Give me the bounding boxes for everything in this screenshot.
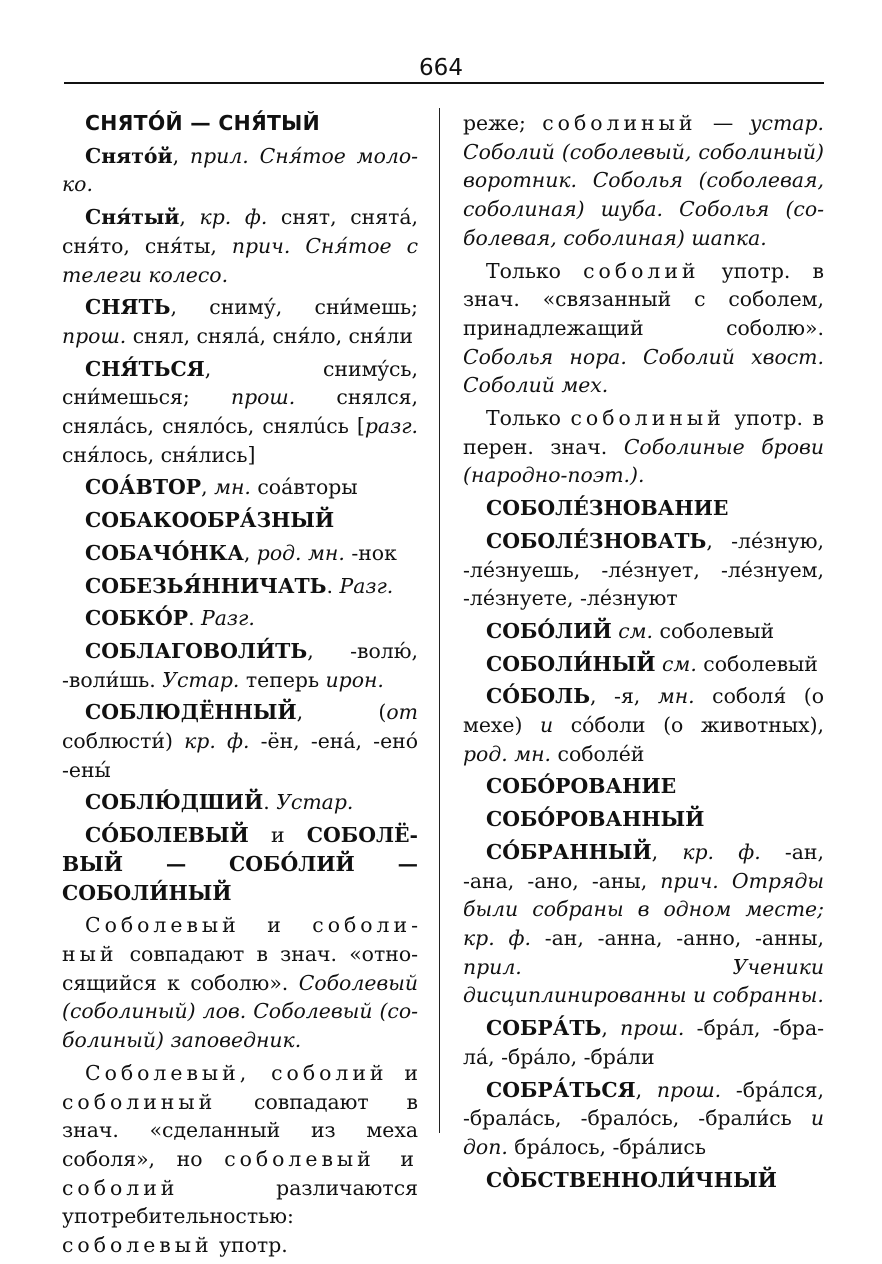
- entry-lemma: СОБАЧО́НКА: [85, 540, 244, 565]
- entry-lemma: СОБОЛИ́НЫЙ: [486, 651, 656, 676]
- usage-note: Только соболий употр. в знач. «связанный с соболем, принадлежащий соболю». Соболья нора. Соболий хвост. Соболий мех.: [463, 258, 825, 398]
- entry-lemma: СОА́ВТОР: [85, 475, 202, 500]
- dictionary-entry: СОБЕЗЬЯ́ННИЧАТЬ. Разг.: [85, 573, 394, 598]
- dictionary-entry: [463, 1166, 824, 1195]
- dictionary-entry: СОБРА́ТЬСЯ, прош. -бра́лся, -брала́сь, -брало́сь, -брали́сь и доп. бра́лось, -бра́лись: [463, 1077, 825, 1159]
- usage-note-continued: реже; соболиный — устар. Соболий (соболевый, соболиный) воротник. Соболья (соболевая, соболиная) шуба. Соболья (соболевая, соболиная) шапка.: [463, 111, 824, 250]
- dictionary-entry: Снято́й, прил. Сня́тое молоко.: [62, 143, 418, 197]
- dictionary-entry: СОБЛЮДЁННЫЙ, (от соблюсти́) кр. ф. -ён, -ена́, -ено́ -ены́: [62, 700, 419, 782]
- dictionary-entry: СОА́ВТОР, мн. соáвторы: [85, 475, 358, 500]
- entry-lemma: СОБЛЮДЁННЫЙ: [85, 700, 297, 725]
- entry-lemma: СОБО́РОВАНИЕ: [486, 774, 677, 799]
- entry-lemma: СОБЛЮ́ДШИЙ: [85, 790, 264, 815]
- dictionary-entry: [463, 805, 824, 834]
- entry-lemma: СОБО́РОВАННЫЙ: [486, 807, 705, 832]
- dictionary-entry: СОБОЛИ́НЫЙ см. соболевый: [486, 651, 818, 676]
- left-column: [62, 109, 418, 1264]
- dictionary-entry: СОБОЛЕ́ЗНОВАТЬ, -ле́зную, -ле́знуешь, -ле́знует, -ле́знуем, -ле́знуете, -ле́знуют: [463, 528, 824, 611]
- entry-lemma: СОБОЛЕ́ЗНОВАНИЕ: [486, 496, 729, 521]
- entry-lemma: СО́БОЛЕВЫЙ: [85, 823, 249, 848]
- dictionary-entry: СОБРА́ТЬ, прош. -бра́л, -брала́, -бра́ло, -бра́ли: [463, 1016, 824, 1069]
- dictionary-entry: СНЯ́ТЬСЯ, снимýсь, сни́мешься; прош. снялся, снялáсь, снялóсь, снялúсь [разг. сня́лось, сня́лись]: [62, 356, 418, 467]
- entry-lemma: СОБЛАГОВОЛИ́ТЬ: [85, 638, 308, 663]
- dictionary-entry: СОБЛЮ́ДШИЙ. Устар.: [85, 790, 354, 815]
- header-rule: [64, 82, 824, 84]
- entry-lemma: Сня́тый: [85, 205, 180, 230]
- dictionary-entry: СО́БОЛЬ, -я, мн. соболя́ (о мехе) и со́боли (о животных), род. мн. соболе́й: [463, 684, 825, 766]
- entry-lemma: СОБРА́ТЬСЯ: [486, 1077, 636, 1102]
- page-number: 664: [419, 55, 463, 81]
- entry-lemma: СНЯТЬ: [85, 295, 171, 320]
- dictionary-entry: СО́БОЛЕВЫЙ и СОБОЛЁВЫЙ — СОБО́ЛИЙ — СОБОЛИ́НЫЙ: [62, 823, 418, 905]
- usage-note: Соболевый, соболий и соболиный совпадают в знач. «сделанный из меха соболя», но соболевый и соболий различаются употребительностью: соболевый употр.: [62, 1060, 418, 1258]
- dictionary-entry: [62, 506, 418, 535]
- entry-lemma: Снято́й: [85, 143, 173, 168]
- entry-lemma: СОБЕЗЬЯ́ННИЧАТЬ: [85, 573, 327, 598]
- entry-lemma: СО̀БСТВЕННОЛИ́ЧНЫЙ: [486, 1167, 777, 1192]
- entry-lemma: СО́БОЛЬ: [486, 684, 591, 709]
- section-heading: [62, 109, 418, 138]
- column-divider: [439, 108, 440, 1133]
- dictionary-entry: [463, 494, 824, 523]
- entry-lemma: СНЯ́ТЬСЯ: [85, 356, 205, 381]
- entry-lemma: СОБКО́Р: [85, 606, 189, 631]
- entry-lemma: СОБАКООБРА́ЗНЫЙ: [85, 508, 335, 533]
- usage-note: Только соболиный употр. в перен. знач. Соболиные брови (народно-поэт.).: [463, 406, 824, 488]
- dictionary-entry: СО́БРАННЫЙ, кр. ф. -ан, -ана, -ано, -аны, прич. Отряды были собраны в одном месте; кр. ф. -ан, -анна, -анно, -анны, прил. Ученики дисциплинированны и собранны.: [463, 839, 824, 1008]
- dictionary-entry: СНЯТЬ, сниму́, сни́мешь; прош. снял, сняла́, сня́ло, сня́ли: [62, 295, 418, 348]
- entry-lemma: СОБРА́ТЬ: [486, 1016, 602, 1041]
- right-column: [463, 109, 824, 1198]
- dictionary-entry: [463, 772, 824, 801]
- usage-note: Соболевый и соболиный совпадают в знач. «относящийся к соболю». Соболевый (соболиный) лов. Соболевый (соболиный) заповедник.: [62, 913, 418, 1053]
- heading-text: СНЯТО́Й — СНЯ́ТЫЙ: [85, 111, 320, 135]
- entry-lemma: СОБО́ЛИЙ: [486, 618, 612, 643]
- dictionary-entry: СОБЛАГОВОЛИ́ТЬ, -волю́, -воли́шь. Устар. теперь ирон.: [62, 638, 418, 692]
- dictionary-entry: СОБКО́Р. Разг.: [85, 606, 255, 631]
- entry-lemma: СО́БРАННЫЙ: [486, 839, 652, 864]
- dictionary-entry: СОБАЧО́НКА, род. мн. -нок: [85, 540, 397, 565]
- dictionary-entry: Сня́тый, кр. ф. снят, снята́, сня́то, сня́ты, прич. Сня́тое с телеги колесо.: [62, 205, 418, 287]
- entry-lemma: СОБОЛЕ́ЗНОВАТЬ: [486, 528, 707, 553]
- dictionary-entry: СОБО́ЛИЙ см. соболевый: [486, 618, 775, 643]
